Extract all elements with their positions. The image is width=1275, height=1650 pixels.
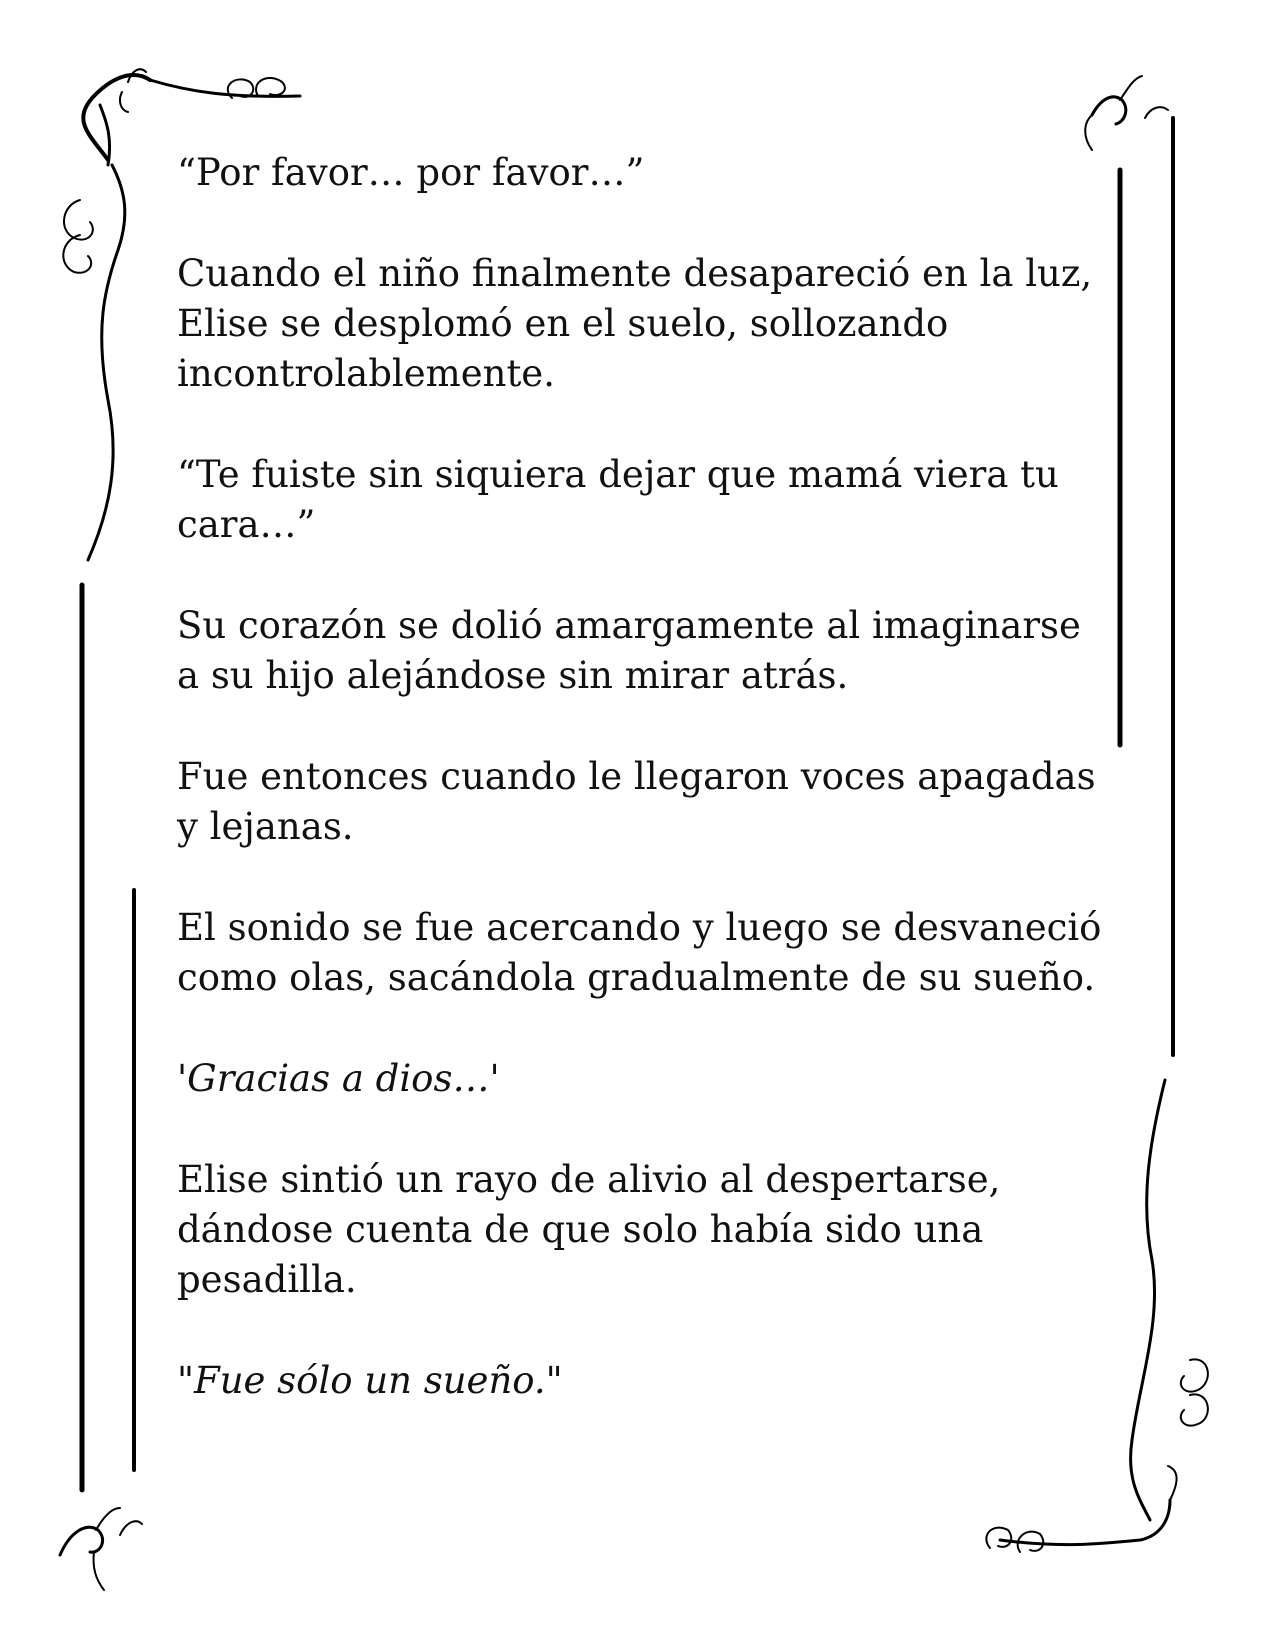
italic-thought: 'Gracias a dios…' [177, 1057, 500, 1100]
paragraph: Elise sintió un rayo de alivio al despertarse, dándose cuenta de que solo había sido una pesadilla. [177, 1158, 1001, 1301]
paragraph: Su corazón se dolió amargamente al imaginarse a su hijo alejándose sin mirar atrás. [177, 604, 1081, 697]
paragraph: El sonido se fue acercando y luego se desvaneció como olas, sacándola gradualmente de su sueño. [177, 906, 1102, 999]
document-body [177, 148, 1112, 1457]
paragraph: “Por favor… por favor…” [177, 151, 645, 194]
flourish-top-right [1085, 76, 1168, 150]
paragraph: Cuando el niño finalmente desapareció en la luz, Elise se desplomó en el suelo, sollozando incontrolablemente. [177, 252, 1093, 395]
paragraph: “Te fuiste sin siquiera dejar que mamá viera tu cara…” [177, 453, 1059, 546]
italic-dialogue: "Fue sólo un sueño." [177, 1359, 563, 1402]
flourish-bottom-left [60, 1508, 142, 1590]
paragraph: Fue entonces cuando le llegaron voces apagadas y lejanas. [177, 755, 1096, 848]
